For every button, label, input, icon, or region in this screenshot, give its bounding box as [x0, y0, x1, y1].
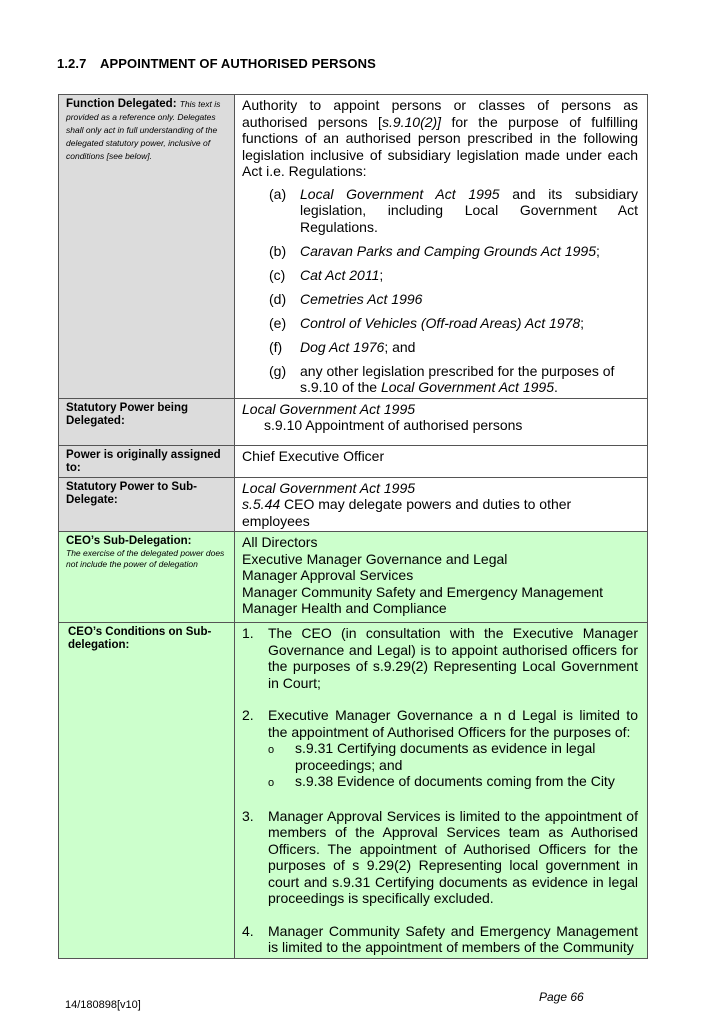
function-intro: Authority to appoint persons or classes of persons as authorised persons [s.9.10(2)] for the purpose of fulfilling functions of an authorised person prescribed in the following legislation inclusive of subsidiary legislation made under each Act i.e. Regulations: [242, 97, 638, 179]
condition-item: 4. Manager Community Safety and Emergency Management is limited to the appointment of members of the Community [242, 922, 638, 955]
list-item: (f) Dog Act 1976; and [269, 338, 416, 355]
section-title: APPOINTMENT OF AUTHORISED PERSONS [100, 56, 376, 71]
list-item: (a) Local Government Act 1995 and its subsidiary legislation, including Local Government Act Regulations. [269, 185, 638, 235]
row-statutory-power [59, 398, 648, 445]
list-item: (c) Cat Act 2011; [269, 266, 384, 283]
label-ceo-conditions: CEO’s Conditions on Sub-delegation: [68, 626, 212, 651]
condition-item: 2. Executive Manager Governance a n d Legal is limited to the appointment of Authorised Officers for the purposes of: o s.9.31 Certifying documents as evidence in legal proceedings; and o s.9.38 Evidence of documents coming from the City [242, 707, 638, 792]
list-item: (g) any other legislation prescribed for the purposes of s.9.10 of the Local Government Act 1995. [269, 362, 615, 395]
subdelegate-text: s.5.44 CEO may delegate powers and duties to other employees [242, 496, 572, 529]
subdelegate-line: Executive Manager Governance and Legal [242, 550, 508, 567]
subdelegate-line: Manager Community Safety and Emergency Management [242, 583, 604, 600]
condition-item: 1. The CEO (in consultation with the Executive Manager Governance and Legal) is to appoint authorised officers for the purposes of s.9.29(2) Representing Local Government in Court; [242, 625, 638, 691]
bullet-item: o s.9.38 Evidence of documents coming from the City [268, 773, 615, 789]
subdelegate-act: Local Government Act 1995 [242, 479, 416, 496]
row-ceo-subdelegation [59, 532, 648, 623]
list-item: (d) Cemetries Act 1996 [269, 290, 423, 307]
list-item: (e) Control of Vehicles (Off-road Areas) Act 1978; [269, 314, 585, 331]
condition-bullets [268, 740, 638, 792]
subdelegate-line: Manager Health and Compliance [242, 600, 447, 616]
row-power-to-subdelegate [59, 477, 648, 532]
label-ceo-subdelegation: CEO’s Sub-Delegation: [66, 535, 192, 547]
statutory-act: Local Government Act 1995 [242, 400, 416, 417]
ceo-subdelegation-note: The exercise of the delegated power does not include the power of delegation [66, 548, 225, 569]
row-function-delegated [59, 95, 648, 399]
section-heading [57, 56, 376, 71]
row-originally-assigned [59, 445, 648, 477]
page-number: Page 66 [539, 990, 584, 1004]
legislation-list [242, 186, 638, 396]
label-originally-assigned: Power is originally assigned to: [66, 448, 221, 474]
label-power-to-subdelegate: Statutory Power to Sub-Delegate: [66, 480, 197, 506]
delegation-table [58, 94, 648, 959]
section-number: 1.2.7 [57, 56, 87, 71]
subdelegate-line: Manager Approval Services [242, 567, 414, 583]
conditions-list [242, 625, 638, 956]
label-function-delegated: Function Delegated: [66, 98, 177, 110]
list-item: (b) Caravan Parks and Camping Grounds Act 1995; [269, 242, 600, 259]
statutory-section: s.9.10 Appointment of authorised persons [264, 417, 523, 433]
function-note: This text is provided as a reference only. Delegates shall only act in full understanding of the delegated statutory power, inclusive of conditions [see below]. [66, 99, 221, 161]
subdelegate-line: All Directors [242, 534, 318, 550]
label-statutory-power: Statutory Power being Delegated: [66, 401, 189, 427]
row-ceo-conditions [59, 623, 648, 959]
assigned-value: Chief Executive Officer [242, 447, 385, 464]
condition-item: 3. Manager Approval Services is limited to the appointment of members of the Approval Services team as Authorised Officers. The appointment of Authorised Officers for the purposes of s 9.29(2) Representing local government in court and s.9.31 Certifying documents as evidence in legal proceedings is specifically excluded. [242, 807, 638, 906]
document-reference: 14/180898[v10] [65, 999, 141, 1011]
bullet-item: o s.9.31 Certifying documents as evidence in legal proceedings; and [268, 740, 596, 773]
